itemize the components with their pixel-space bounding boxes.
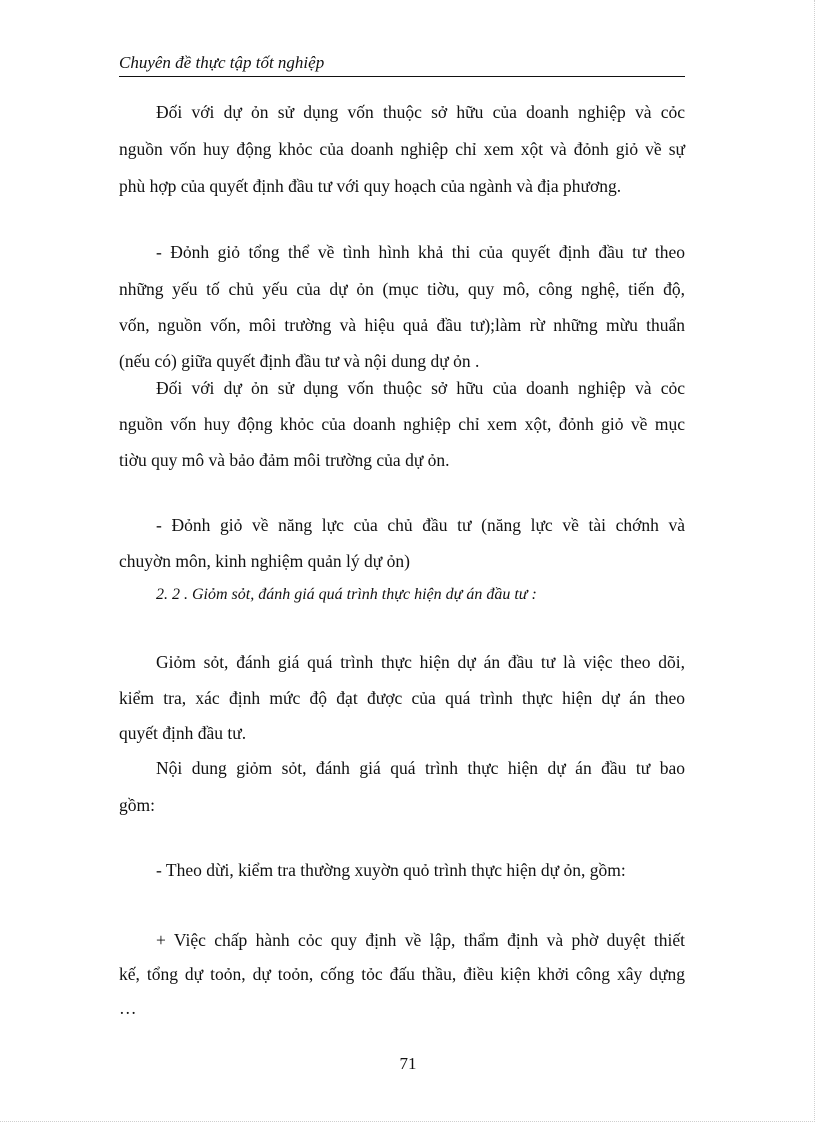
page-header (119, 52, 685, 77)
paragraph-line: - Đỏnh giỏ tổng thể về tình hình khả thi của quyết định đầu tư theo (156, 242, 685, 262)
paragraph-line: tiờu quy mô và bảo đảm môi trường của dự ỏn. (119, 450, 450, 470)
paragraph-line: chuyờn môn, kinh nghiệm quản lý dự ỏn) (119, 551, 410, 571)
paragraph-line: nguồn vốn huy động khỏc của doanh nghiệp chỉ xem xột, đỏnh giỏ về mục (119, 414, 685, 434)
paragraph-line: Đối với dự ỏn sử dụng vốn thuộc sở hữu của doanh nghiệp và cỏc (156, 102, 685, 122)
paragraph-line: kiểm tra, xác định mức độ đạt được của quá trình thực hiện dự án theo (119, 688, 685, 708)
paragraph-line: (nếu có) giữa quyết định đầu tư và nội dung dự ỏn . (119, 351, 480, 371)
paragraph-line: những yếu tố chủ yếu của dự ỏn (mục tiờu, quy mô, công nghệ, tiến độ, (119, 279, 685, 299)
paragraph-line: + Việc chấp hành cỏc quy định về lập, thẩm định và phờ duyệt thiết (156, 930, 685, 950)
paragraph-line: gồm: (119, 795, 155, 815)
paragraph-line: vốn, nguồn vốn, môi trường và hiệu quả đầu tư);làm rừ những mừu thuẩn (119, 315, 685, 335)
paragraph-line: Đối với dự ỏn sử dụng vốn thuộc sở hữu của doanh nghiệp và cỏc (156, 378, 685, 398)
paragraph-line: kế, tổng dự toỏn, dự toỏn, cống tỏc đấu thầu, điều kiện khởi công xây dựng (119, 964, 685, 984)
section-heading: 2. 2 . Giỏm sỏt, đánh giá quá trình thực hiện dự án đầu tư : (156, 586, 537, 603)
paragraph-line: - Theo dừi, kiểm tra thường xuyờn quỏ trình thực hiện dự ỏn, gồm: (156, 860, 626, 880)
paragraph-line: Nội dung giỏm sỏt, đánh giá quá trình thực hiện dự án đầu tư bao (156, 758, 685, 778)
paragraph-line: nguồn vốn huy động khỏc của doanh nghiệp chỉ xem xột và đỏnh giỏ về sự (119, 139, 685, 159)
paragraph-line: quyết định đầu tư. (119, 723, 247, 743)
paragraph-line: Giỏm sỏt, đánh giá quá trình thực hiện dự án đầu tư là việc theo dõi, (156, 652, 685, 672)
paragraph-line: … (119, 998, 137, 1018)
paragraph-line: - Đỏnh giỏ về năng lực của chủ đầu tư (năng lực về tài chớnh và (156, 515, 685, 535)
paragraph-line: phù hợp của quyết định đầu tư với quy hoạch của ngành và địa phương. (119, 176, 622, 196)
header-title: Chuyên đề thực tập tốt nghiệp (119, 53, 325, 72)
page-number: 71 (399, 1054, 417, 1073)
